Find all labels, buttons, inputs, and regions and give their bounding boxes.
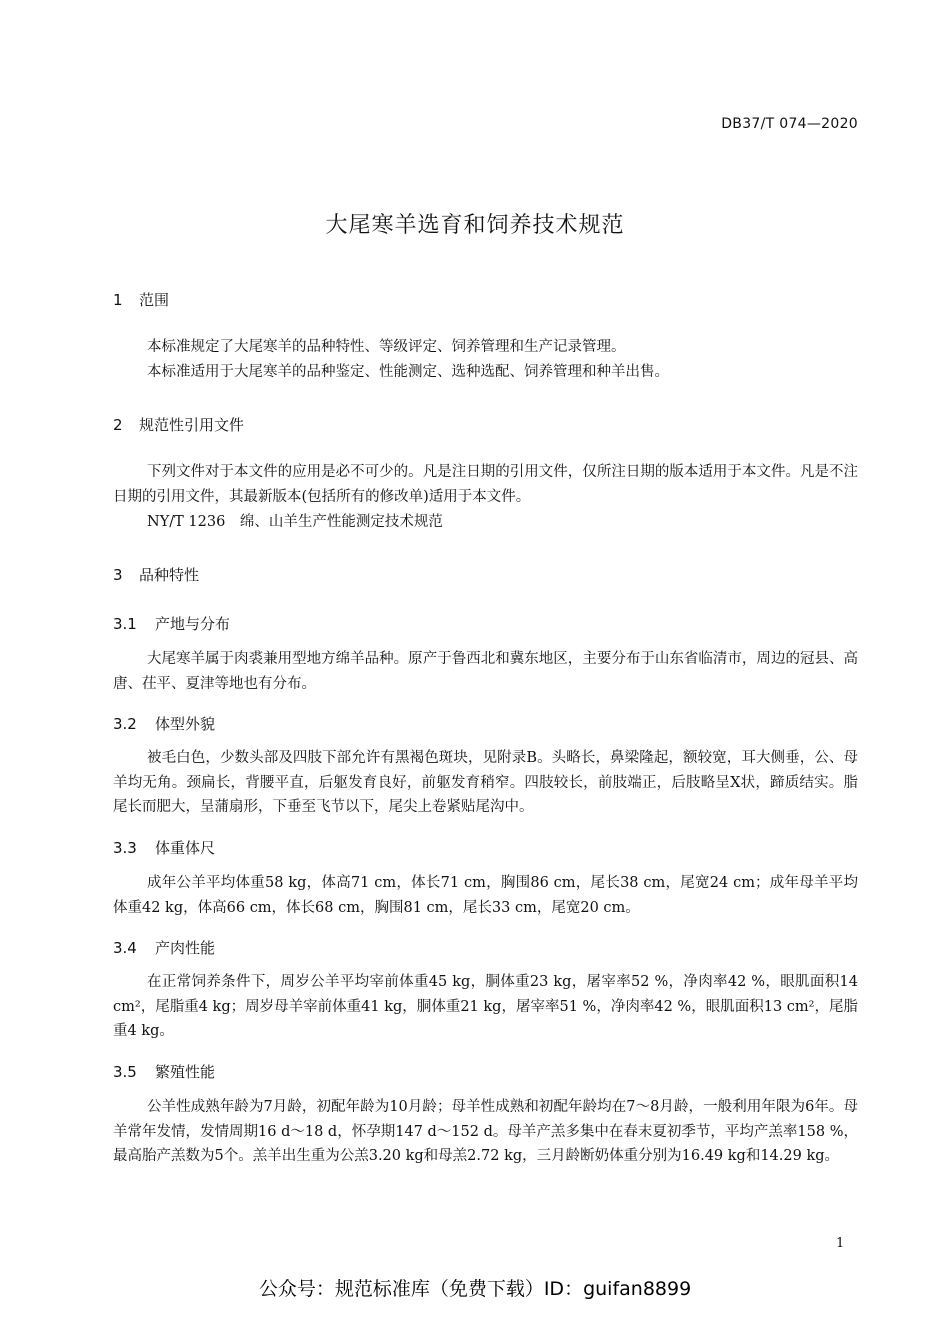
normative-reference: NY/T 1236 绵、山羊生产性能测定技术规范 xyxy=(147,514,443,530)
section-heading-3 xyxy=(113,564,199,585)
section-number: 2 xyxy=(113,416,123,434)
section-heading-2 xyxy=(113,414,244,435)
section-number: 3.4 xyxy=(113,939,137,957)
page-number: 1 xyxy=(836,1236,845,1251)
section-title: 规范性引用文件 xyxy=(139,416,245,434)
paragraph: 本标准适用于大尾寒羊的品种鉴定、性能测定、选种选配、饲养管理和种羊出售。 xyxy=(147,364,669,380)
section-title: 产地与分布 xyxy=(155,615,231,633)
subsection-heading-3-2 xyxy=(113,713,215,734)
subsection-heading-3-4 xyxy=(113,937,215,958)
section-heading-1 xyxy=(113,289,169,310)
paragraph: 公羊性成熟年龄为7月龄，初配年龄为10月龄；母羊性成熟和初配年龄均在7～8月龄，一般利用年限为6年。母羊常年发情，发情周期16 d～18 d，怀孕期147 d～152 d。母羊产羔多集中在春末夏初季节，平均产羔率158 %，最高胎产羔数为5个。羔羊出生重为公羔3.20 kg和母羔2.72 kg，三月龄断奶体重分别为16.49 kg和14.29 kg。 xyxy=(113,1099,858,1164)
section-number: 3.2 xyxy=(113,715,137,733)
subsection-heading-3-5 xyxy=(113,1061,215,1082)
paragraph: 本标准规定了大尾寒羊的品种特性、等级评定、饲养管理和生产记录管理。 xyxy=(147,339,626,355)
paragraph: 在正常饲养条件下，周岁公羊平均宰前体重45 kg，胴体重23 kg，屠宰率52 %，净肉率42 %，眼肌面积14 cm²，尾脂重4 kg；周岁母羊宰前体重41 kg，胴体重21 kg，屠宰率51 %，净肉率42 %，眼肌面积13 cm²，尾脂重4 kg。 xyxy=(113,974,858,1039)
section-number: 3.5 xyxy=(113,1063,137,1081)
section-title: 繁殖性能 xyxy=(155,1063,216,1081)
subsection-heading-3-3 xyxy=(113,837,215,858)
section-title: 品种特性 xyxy=(139,566,200,584)
paragraph: 下列文件对于本文件的应用是必不可少的。凡是注日期的引用文件，仅所注日期的版本适用于本文件。凡是不注日期的引用文件，其最新版本(包括所有的修改单)适用于本文件。 xyxy=(113,464,858,505)
paragraph: 被毛白色，少数头部及四肢下部允许有黑褐色斑块，见附录B。头略长，鼻梁隆起，额较宽，耳大侧垂，公、母羊均无角。颈扁长，背腰平直，后躯发育良好，前躯发育稍窄。四肢较长，前肢端正，后肢略呈X状，蹄质结实。脂尾长而肥大，呈蒲扇形，下垂至飞节以下，尾尖上卷紧贴尾沟中。 xyxy=(113,750,858,815)
section-title: 体重体尺 xyxy=(155,839,216,857)
section-number: 3.3 xyxy=(113,839,137,857)
section-title: 范围 xyxy=(139,291,170,309)
document-code: DB37/T 074—2020 xyxy=(721,116,858,132)
section-number: 1 xyxy=(113,291,123,309)
subsection-heading-3-1 xyxy=(113,613,230,634)
paragraph: 大尾寒羊属于肉裘兼用型地方绵羊品种。原产于鲁西北和冀东地区，主要分布于山东省临清市，周边的冠县、高唐、茌平、夏津等地也有分布。 xyxy=(113,651,858,692)
watermark-text: 公众号：规范标准库（免费下载）ID：guifan8899 xyxy=(258,1278,692,1300)
section-title: 体型外貌 xyxy=(155,715,216,733)
paragraph: 成年公羊平均体重58 kg，体高71 cm，体长71 cm，胸围86 cm，尾长38 cm，尾宽24 cm；成年母羊平均体重42 kg，体高66 cm，体长68 cm，胸围81 cm，尾长33 cm，尾宽20 cm。 xyxy=(113,875,858,916)
document-title: 大尾寒羊选育和饲养技术规范 xyxy=(325,213,625,238)
section-title: 产肉性能 xyxy=(155,939,216,957)
section-number: 3.1 xyxy=(113,615,137,633)
section-number: 3 xyxy=(113,566,123,584)
